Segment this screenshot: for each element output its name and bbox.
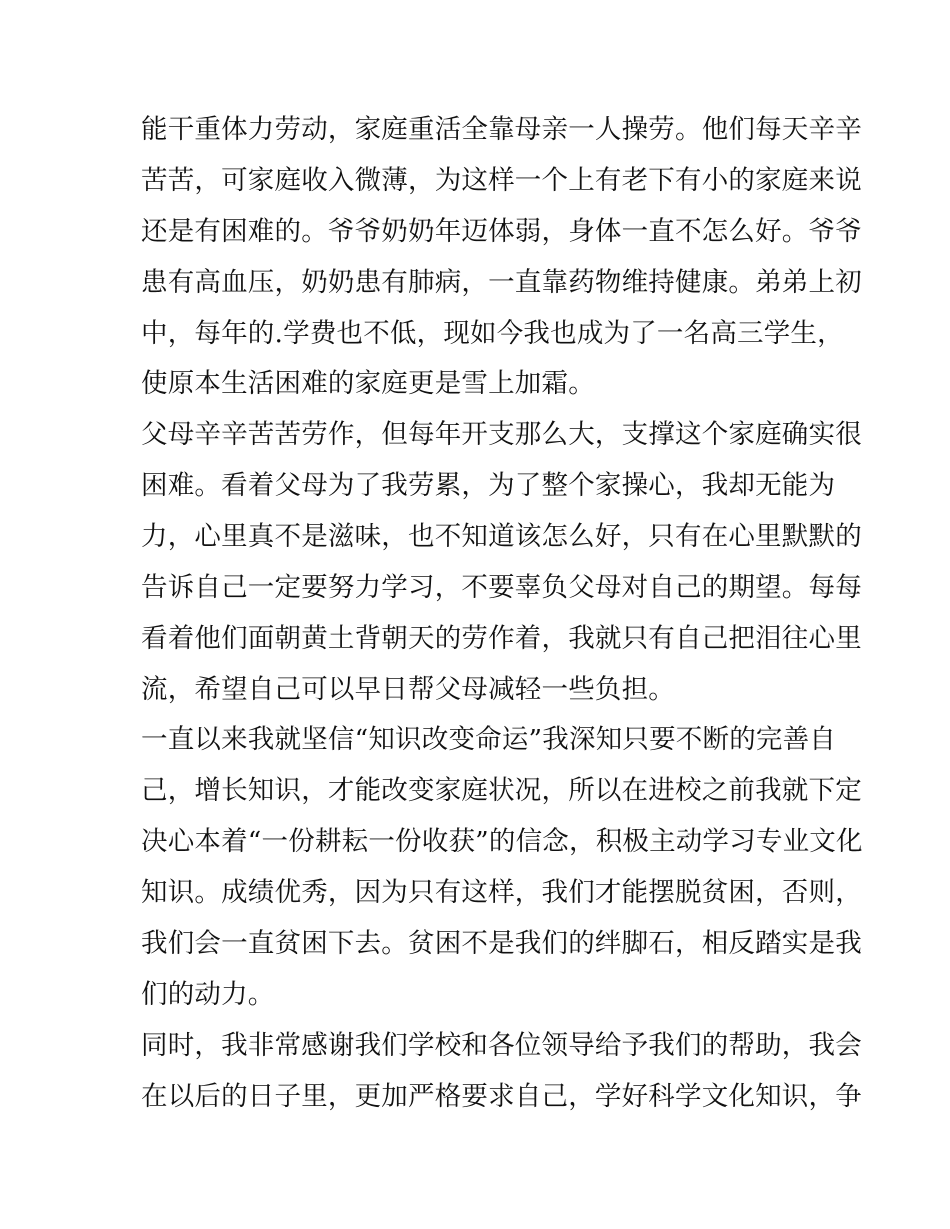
text-line: 知识。成绩优秀，因为只有这样，我们才能摆脱贫困，否则， [141, 877, 862, 908]
text-line: 们的动力。 [141, 979, 275, 1010]
text-line: 使原本生活困难的家庭更是雪上加霜。 [141, 368, 595, 399]
text-line: 在以后的日子里，更加严格要求自己，学好科学文化知识，争 [141, 1081, 862, 1112]
text-line: 力，心里真不是滋味，也不知道该怎么好，只有在心里默默的 [141, 521, 862, 552]
text-line: 同时，我非常感谢我们学校和各位领导给予我们的帮助，我会 [141, 1030, 862, 1061]
text-line: 己，增长知识，才能改变家庭状况，所以在进校之前我就下定 [141, 775, 862, 806]
text-line: 告诉自己一定要努力学习，不要辜负父母对自己的期望。每每 [141, 572, 862, 603]
text-line: 父母辛辛苦苦劳作，但每年开支那么大，支撑这个家庭确实很 [141, 419, 862, 450]
text-line: 能干重体力劳动，家庭重活全靠母亲一人操劳。他们每天辛辛 [141, 114, 862, 145]
text-line: 患有高血压，奶奶患有肺病，一直靠药物维持健康。弟弟上初 [141, 267, 862, 298]
text-line: 一直以来我就坚信“知识改变命运”我深知只要不断的完善自 [141, 724, 836, 755]
text-line: 我们会一直贫困下去。贫困不是我们的绊脚石，相反踏实是我 [141, 928, 862, 959]
text-line: 决心本着“一份耕耘一份收获”的信念，积极主动学习专业文化 [141, 826, 863, 857]
text-line: 看着他们面朝黄土背朝天的劳作着，我就只有自己把泪往心里 [141, 623, 862, 654]
text-line: 还是有困难的。爷爷奶奶年迈体弱，身体一直不怎么好。爷爷 [141, 216, 862, 247]
text-line: 苦苦，可家庭收入微薄，为这样一个上有老下有小的家庭来说 [141, 165, 862, 196]
text-line: 中，每年的.学费也不低，现如今我也成为了一名高三学生， [141, 318, 844, 349]
text-line: 流，希望自己可以早日帮父母减轻一些负担。 [141, 674, 675, 705]
text-line: 困难。看着父母为了我劳累，为了整个家操心，我却无能为 [141, 470, 836, 501]
